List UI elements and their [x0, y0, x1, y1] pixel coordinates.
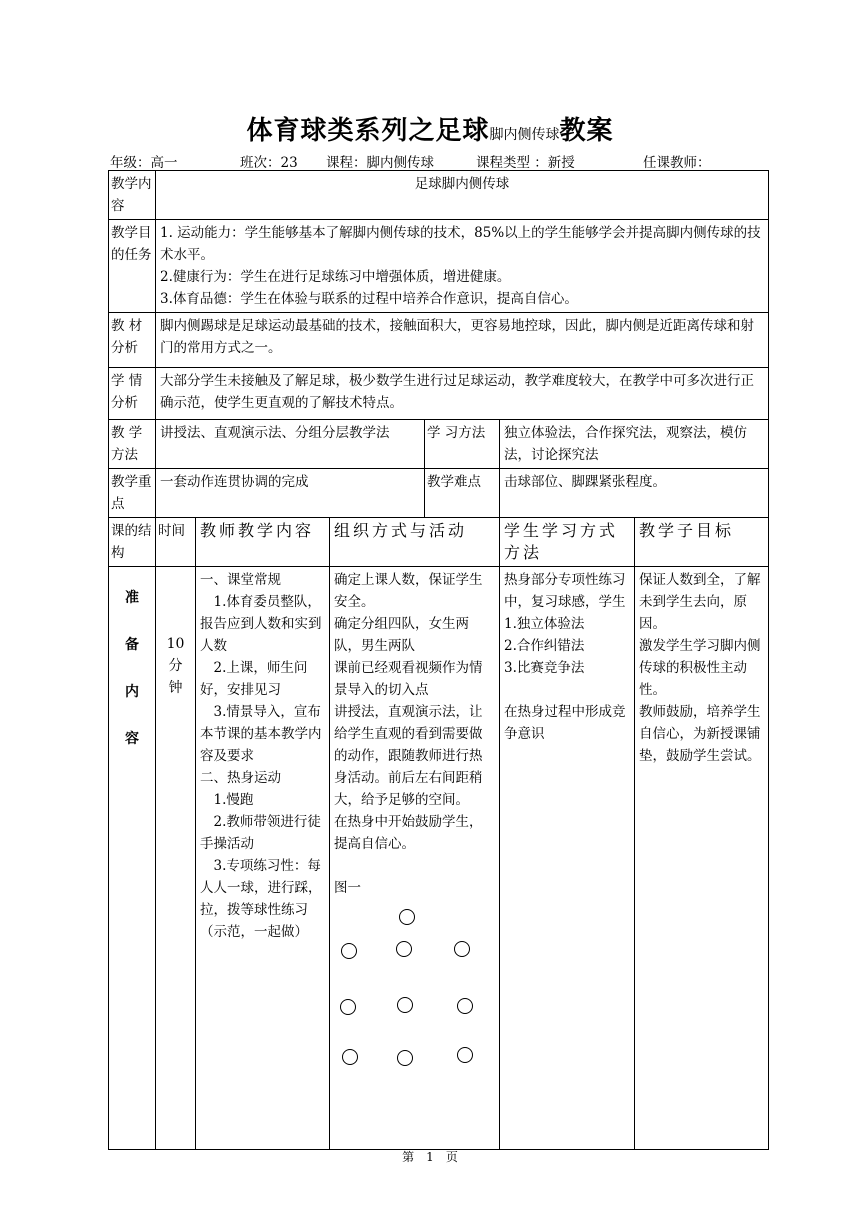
focus-value: 一套动作连贯协调的完成	[156, 469, 425, 518]
goals-label: 教学目的任务	[109, 220, 156, 313]
goal-item: 3.体育品德：学生在体验与联系的过程中培养合作意识，提高自信心。	[160, 291, 578, 307]
formation-circle	[340, 999, 356, 1015]
material-value: 脚内侧踢球是足球运动最基础的技术，接触面积大，更容易地控球，因此，脚内侧是近距离传球和射门的常用方式之一。	[156, 313, 769, 368]
formation-circle	[396, 941, 412, 957]
formation-circle	[341, 943, 357, 959]
methods-value: 讲授法、直观演示法、分组分层教学法	[156, 420, 425, 469]
goal-item: 1. 运动能力：学生能够基本了解脚内侧传球的技术，85%以上的学生能够学会并提高脚内侧传球的技术水平。	[160, 225, 761, 263]
content-label: 教学内容	[109, 171, 156, 220]
study-methods-label: 学 习方法	[425, 420, 500, 469]
formation-circle	[397, 997, 413, 1013]
difficulty-label: 教学难点	[425, 469, 500, 518]
org-content: 确定上课人数，保证学生安全。 确定分组四队，女生两队，男生两队 课前已经观看视频作为情景导入的切入点 讲授法，直观演示法，让给学生直观的看到需要做的动作，跟随教师进行热身活动。前后左右间距稍大，给予足够的空间。 在热身中开始鼓励学生，提高自信心。 图一	[330, 567, 500, 1150]
lesson-plan-table	[108, 170, 769, 1150]
formation-circle	[397, 1050, 413, 1066]
figure-label: 图一	[334, 880, 361, 896]
goal-item: 2.健康行为：学生在进行足球练习中增强体质，增进健康。	[160, 269, 511, 285]
material-label: 教 材分析	[109, 313, 156, 368]
formation-diagram	[334, 909, 495, 1099]
difficulty-value: 击球部位、脚踝紧张程度。	[500, 469, 769, 518]
study-methods-value: 独立体验法，合作探究法，观察法，模仿法，讨论探究法	[500, 420, 769, 469]
page-footer: 第 1 页	[402, 1150, 458, 1164]
header-teacher: 教师教学内容	[196, 518, 330, 567]
header-student: 学生学习方式方法	[500, 518, 635, 567]
prep-label: 准 备 内 容	[109, 567, 156, 1150]
student-content: 热身部分专项性练习中，复习球感，学生1.独立体验法 2.合作纠错法 3.比赛竞争法 在热身过程中形成竞争意识	[500, 567, 635, 1150]
situation-label: 学 情分析	[109, 368, 156, 420]
course-field: 课程：脚内侧传球	[326, 155, 434, 171]
formation-circle	[454, 941, 470, 957]
header-time: 时间	[156, 518, 196, 567]
type-field: 课程类型 ：新授	[476, 155, 575, 171]
formation-circle	[457, 998, 473, 1014]
grade-field: 年级：高一	[110, 155, 178, 171]
page-number: 1	[426, 1150, 434, 1164]
header-org: 组织方式与活动	[330, 518, 500, 567]
prep-time: 10 分 钟	[156, 567, 196, 1150]
goals-value	[156, 220, 769, 313]
focus-label: 教学重点	[109, 469, 156, 518]
teacher-field: 任课教师：	[643, 155, 711, 171]
formation-circle	[342, 1049, 358, 1065]
teacher-content: 一、课堂常规 1.体育委员整队，报告应到人数和实到人数 2.上课，师生问好，安排见习 3.情景导入，宣布本节课的基本教学内容及要求 二、热身运动 1.慢跑 2.教师带领进行徒手操活动 3.专项练习性：每人人一球，进行踩，拉，拨等球性练习（示范，一起做）	[196, 567, 330, 1150]
content-value: 足球脚内侧传球	[156, 171, 769, 220]
formation-circle	[399, 909, 415, 925]
situation-value: 大部分学生未接触及了解足球，极少数学生进行过足球运动，教学难度较大，在教学中可多次进行正确示范，使学生更直观的了解技术特点。	[156, 368, 769, 420]
header-goal: 教学子目标	[635, 518, 769, 567]
methods-label: 教 学方法	[109, 420, 156, 469]
page-title: 体育球类系列之足球脚内侧传球教案	[246, 116, 614, 146]
header-structure: 课的结构	[109, 518, 156, 567]
goal-content: 保证人数到全，了解未到学生去向，原因。 激发学生学习脚内侧传球的积极性主动性。 教师鼓励，培养学生自信心，为新授课铺垫，鼓励学生尝试。	[635, 567, 769, 1150]
class-field: 班次：23	[240, 155, 298, 171]
formation-circle	[457, 1047, 473, 1063]
